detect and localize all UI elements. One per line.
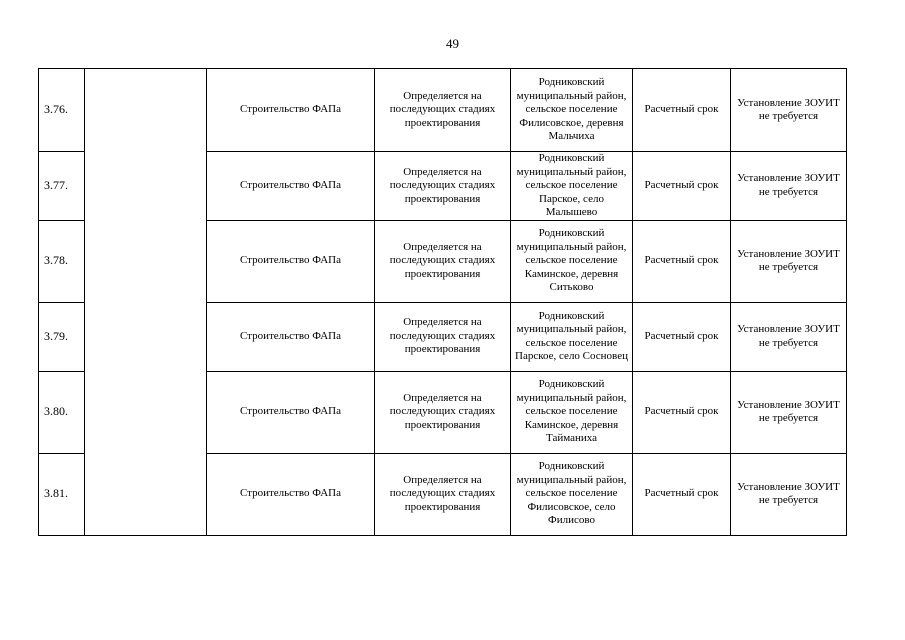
location-cell: Определяется на последующих стадиях проектирования xyxy=(375,453,511,535)
admin-area-cell: Родниковский муниципальный район, сельское поселение Каминское, деревня Ситьково xyxy=(511,220,633,302)
object-cell: Строительство ФАПа xyxy=(207,371,375,453)
term-cell: Расчетный срок xyxy=(633,152,731,221)
term-cell: Расчетный срок xyxy=(633,302,731,371)
object-cell: Строительство ФАПа xyxy=(207,220,375,302)
row-number: 3.80. xyxy=(39,371,85,453)
admin-area-cell: Родниковский муниципальный район, сельское поселение Парское, село Сосновец xyxy=(511,302,633,371)
empty-merged-cell xyxy=(85,69,207,536)
location-cell: Определяется на последующих стадиях проектирования xyxy=(375,371,511,453)
row-number: 3.76. xyxy=(39,69,85,152)
page-number: 49 xyxy=(446,36,459,51)
zone-cell: Установление ЗОУИТ не требуется xyxy=(731,220,847,302)
term-cell: Расчетный срок xyxy=(633,371,731,453)
term-cell: Расчетный срок xyxy=(633,220,731,302)
location-cell: Определяется на последующих стадиях проектирования xyxy=(375,152,511,221)
row-number: 3.81. xyxy=(39,453,85,535)
location-cell: Определяется на последующих стадиях проектирования xyxy=(375,220,511,302)
admin-area-cell: Родниковский муниципальный район, сельское поселение Филисовское, село Филисово xyxy=(511,453,633,535)
admin-area-cell: Родниковский муниципальный район, сельское поселение Каминское, деревня Тайманиха xyxy=(511,371,633,453)
zone-cell: Установление ЗОУИТ не требуется xyxy=(731,453,847,535)
object-cell: Строительство ФАПа xyxy=(207,69,375,152)
row-number: 3.79. xyxy=(39,302,85,371)
row-number: 3.78. xyxy=(39,220,85,302)
zone-cell: Установление ЗОУИТ не требуется xyxy=(731,152,847,221)
location-cell: Определяется на последующих стадиях проектирования xyxy=(375,69,511,152)
table-row xyxy=(39,69,847,152)
admin-area-cell: Родниковский муниципальный район, сельское поселение Филисовское, деревня Мальчиха xyxy=(511,69,633,152)
zone-cell: Установление ЗОУИТ не требуется xyxy=(731,69,847,152)
row-number: 3.77. xyxy=(39,152,85,221)
admin-area-cell: Родниковский муниципальный район, сельское поселение Парское, село Малышево xyxy=(511,152,633,221)
object-cell: Строительство ФАПа xyxy=(207,152,375,221)
document-table xyxy=(38,68,847,536)
term-cell: Расчетный срок xyxy=(633,69,731,152)
term-cell: Расчетный срок xyxy=(633,453,731,535)
object-cell: Строительство ФАПа xyxy=(207,302,375,371)
object-cell: Строительство ФАПа xyxy=(207,453,375,535)
location-cell: Определяется на последующих стадиях проектирования xyxy=(375,302,511,371)
zone-cell: Установление ЗОУИТ не требуется xyxy=(731,302,847,371)
zone-cell: Установление ЗОУИТ не требуется xyxy=(731,371,847,453)
